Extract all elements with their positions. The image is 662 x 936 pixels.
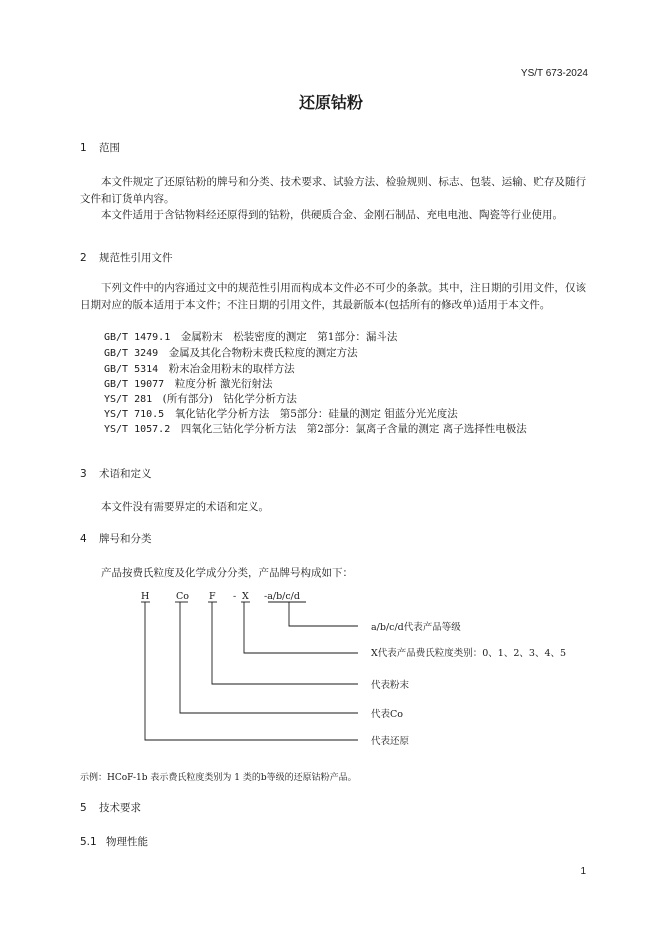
grades-intro-text: 产品按费氏粒度及化学成分分类，产品牌号构成如下： xyxy=(101,567,353,579)
section-number: 2 xyxy=(80,252,87,264)
code-part-dash: - xyxy=(233,591,237,602)
leader-line-grade xyxy=(289,602,358,626)
reference-code: GB/T 19077 xyxy=(104,379,165,390)
example-text: HCoF-1b 表示费氏粒度类别为 1 类的b等级的还原钴粉产品。 xyxy=(107,773,357,783)
reference-title: 氧化钴化学分析方法 第5部分：硅量的测定 钼蓝分光光度法 xyxy=(174,408,458,420)
section-title: 术语和定义 xyxy=(99,468,152,480)
section-title: 规范性引用文件 xyxy=(99,252,173,264)
section-title: 牌号和分类 xyxy=(99,533,152,545)
section-heading-tech xyxy=(80,800,141,815)
section-title: 技术要求 xyxy=(99,802,141,814)
document-number: YS/T 673-2024 xyxy=(520,68,588,79)
section-number: 5 xyxy=(80,802,87,814)
leader-line-co xyxy=(180,602,358,713)
section-title: 范围 xyxy=(99,142,120,154)
leader-line-x xyxy=(244,602,358,653)
section-number: 1 xyxy=(80,142,87,154)
references-intro-text: 下列文件中的内容通过文中的规范性引用而构成本文件必不可少的条款。其中，注日期的引用文件，仅该日期对应的版本适用于本文件；不注日期的引用文件，其最新版本(包括所有的修改单)适用于本文件。 xyxy=(80,282,586,311)
legend-h: 代表还原 xyxy=(371,736,410,747)
legend-x: X代表产品费氏粒度类别：0、1、2、3、4、5 xyxy=(371,648,567,659)
reference-title: 粉末冶金用粉末的取样方法 xyxy=(168,363,295,375)
example-note xyxy=(80,770,357,783)
section-heading-physical xyxy=(80,834,148,849)
code-part-co: Co xyxy=(176,591,189,602)
reference-code: YS/T 1057.2 xyxy=(104,424,171,435)
code-part-x: X xyxy=(242,591,249,602)
reference-title: 粒度分析 激光衍射法 xyxy=(174,378,273,390)
reference-code: GB/T 5314 xyxy=(104,364,159,375)
page-title: 还原钴粉 xyxy=(298,93,363,112)
code-part-h: H xyxy=(141,591,150,602)
code-part-f: F xyxy=(209,591,216,602)
legend-f: 代表粉末 xyxy=(371,680,410,691)
terms-text: 本文件没有需要界定的术语和定义。 xyxy=(101,501,269,513)
section-number: 3 xyxy=(80,468,87,480)
scope-paragraph: 本文件规定了还原钴粉的牌号和分类、技术要求、试验方法、检验规则、标志、包装、运输、贮存及随行文件和订货单内容。 xyxy=(80,176,586,205)
section-title: 物理性能 xyxy=(106,836,148,848)
section-number: 5.1 xyxy=(80,836,97,848)
leader-line-h xyxy=(145,602,358,740)
reference-title: 四氧化三钴化学分析方法 第2部分：氯离子含量的测定 离子选择性电极法 xyxy=(180,423,527,435)
reference-title: (所有部分) 钴化学分析方法 xyxy=(162,393,297,405)
reference-code: GB/T 3249 xyxy=(104,348,159,359)
scope-paragraph: 本文件适用于含钴物料经还原得到的钴粉，供硬质合金、金刚石制品、充电电池、陶瓷等行业使用。 xyxy=(101,209,563,221)
section-number: 4 xyxy=(80,533,87,545)
reference-code: YS/T 281 xyxy=(104,394,153,405)
reference-title: 金属粉末 松装密度的测定 第1部分：漏斗法 xyxy=(180,331,398,343)
reference-code: GB/T 1479.1 xyxy=(104,332,171,343)
legend-grade: a/b/c/d代表产品等级 xyxy=(371,622,461,633)
legend-co: 代表Co xyxy=(371,709,403,720)
leader-line-f xyxy=(212,602,358,684)
reference-code: YS/T 710.5 xyxy=(104,409,165,420)
example-label: 示例： xyxy=(80,773,108,783)
code-part-grade: -a/b/c/d xyxy=(264,591,300,602)
reference-title: 金属及其化合物粉末费氏粒度的测定方法 xyxy=(168,347,358,359)
page-number: 1 xyxy=(580,866,586,877)
